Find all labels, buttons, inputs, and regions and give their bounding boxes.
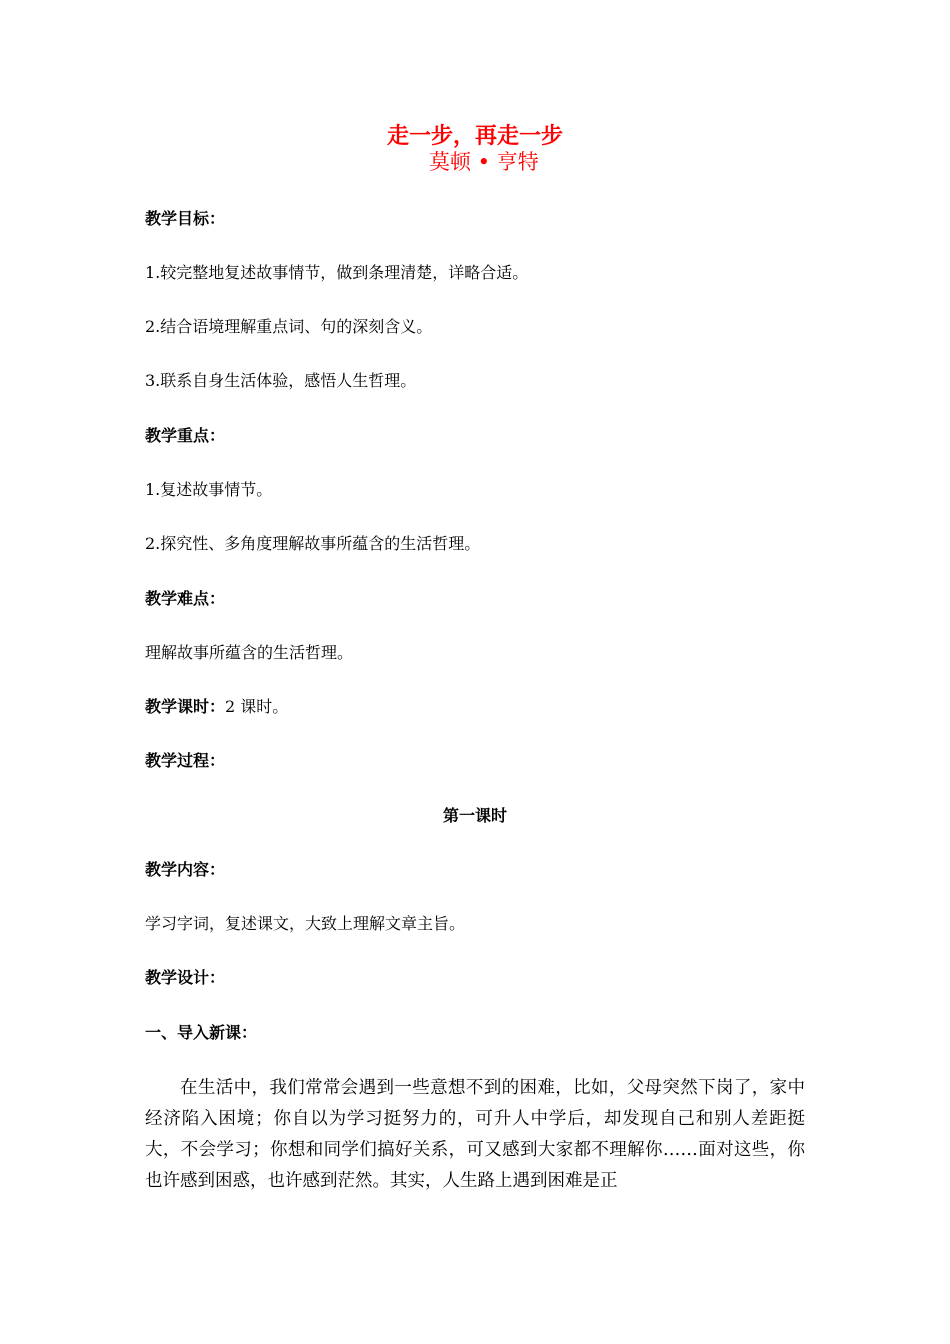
objective-item: 2.结合语境理解重点词、句的深刻含义。 [145,317,433,336]
lesson-one-heading: 第一课时 [442,806,507,825]
section-one-heading: 一、导入新课： [145,1023,258,1042]
class-hours-value: 2 课时。 [225,697,289,716]
key-points-heading: 教学重点： [145,426,226,445]
objective-item: 1.较完整地复述故事情节，做到条理清楚，详略合适。 [145,263,529,282]
key-point-item: 1.复述故事情节。 [145,480,273,499]
design-heading: 教学设计： [145,968,226,987]
key-point-item: 2.探究性、多角度理解故事所蕴含的生活哲理。 [145,534,481,553]
document-title: 走一步，再走一步 [386,123,563,149]
objectives-heading: 教学目标： [145,209,226,228]
objective-item: 3.联系自身生活体验，感悟人生哲理。 [145,371,417,390]
content-text: 学习字词，复述课文，大致上理解文章主旨。 [145,914,466,933]
class-hours-line [145,696,288,718]
process-heading: 教学过程： [145,751,226,770]
content-heading: 教学内容： [145,860,226,879]
difficulty-heading: 教学难点： [145,589,226,608]
class-hours-label: 教学课时： [145,697,226,716]
intro-paragraph: 在生活中，我们常常会遇到一些意想不到的困难，比如，父母突然下岗了，家中经济陷入困境；你自以为学习挺努力的，可升人中学后，却发现自己和别人差距挺大，不会学习；你想和同学们搞好关系，可又感到大家都不理解你……面对这些，你也许感到困惑，也许感到茫然。其实，人生路上遇到困难是正 [145,1078,805,1191]
document-author: 莫顿 • 亨特 [429,150,539,174]
difficulty-text: 理解故事所蕴含的生活哲理。 [145,643,354,662]
